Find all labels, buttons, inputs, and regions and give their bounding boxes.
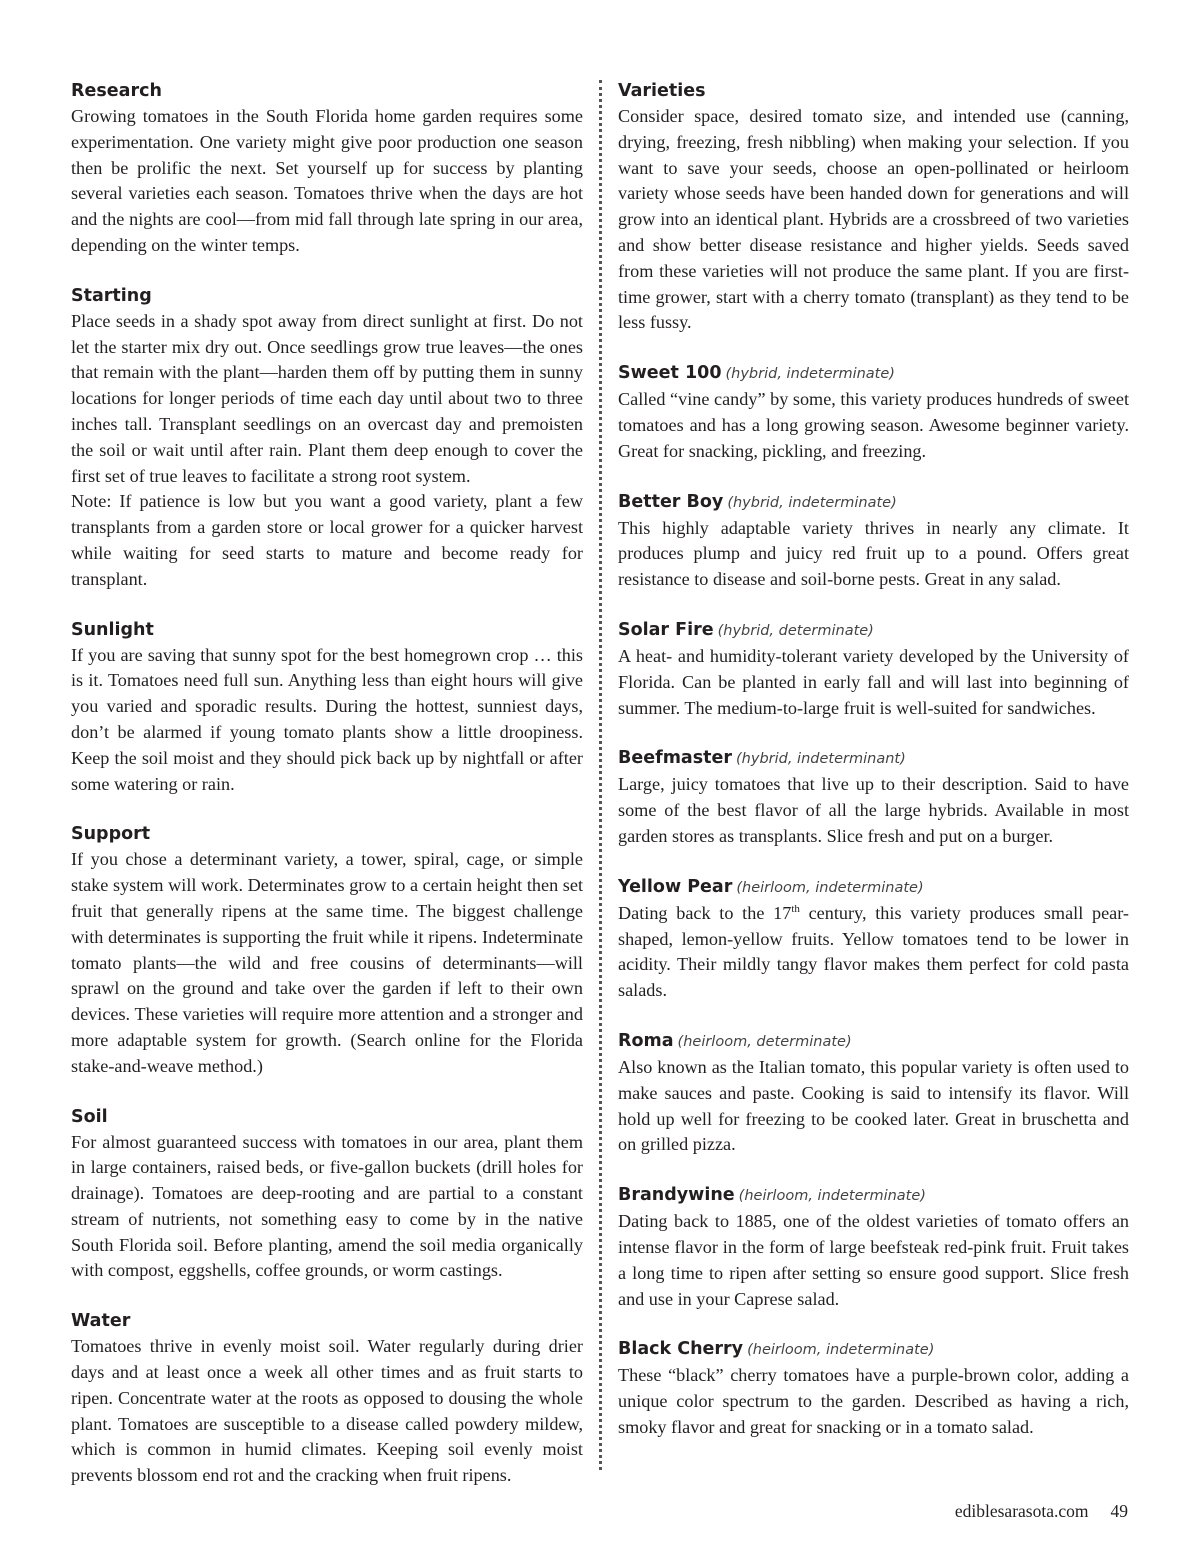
variety-description: Dating back to 1885, one of the oldest varieties of tomato offers an intense flavor in the form of large beefsteak red-pink fruit. Fruit takes a long time to ripen after setting so ensure good support. Slice fresh and use in your Caprese salad. xyxy=(618,1211,1129,1309)
variety-yellow-pear xyxy=(618,874,1129,1004)
description-text: century, this variety produces small pear-shaped, lemon-yellow fruits. Yellow tomatoes tend to be lower in acidity. Their mildly tangy flavor makes them perfect for cold pasta salads. xyxy=(618,902,1129,1001)
section-support xyxy=(71,821,583,1079)
ordinal-suffix: th xyxy=(791,902,800,915)
variety-description: Also known as the Italian tomato, this popular variety is often used to make sauces and paste. Cooking is said to intensify its flavor. Will hold up well for freezing to be cooked later. Great in bruschetta and on grilled pizza. xyxy=(618,1056,1129,1155)
column-divider xyxy=(599,80,602,1470)
variety-heading xyxy=(618,617,1129,644)
section-body: If you are saving that sunny spot for the best homegrown crop … this is it. Tomatoes need full sun. Anything less than eight hours will give you varied and sporadic results. During the hottest, sunniest days, don’t be alarmed if young tomato plants show a little droopiness. Keep the soil moist and they should pick back up by nightfall or after some watering or rain. xyxy=(71,644,583,794)
variety-type: (hybrid, indeterminate) xyxy=(725,366,895,383)
variety-type: (heirloom, indeterminate) xyxy=(738,1188,926,1205)
variety-brandywine xyxy=(618,1182,1129,1312)
left-column xyxy=(71,78,583,1513)
section-body: Growing tomatoes in the South Florida home garden requires some experimentation. One variety might give poor production one season then be prolific the next. Set yourself up for success by planting several varieties each season. Tomatoes thrive when the days are hot and the nights are cool—from mid fall through late spring in our area, depending on the winter temps. xyxy=(71,106,583,255)
variety-black-cherry xyxy=(618,1336,1129,1440)
variety-solar-fire xyxy=(618,617,1129,721)
variety-type: (hybrid, determinate) xyxy=(717,622,874,639)
variety-type: (heirloom, determinate) xyxy=(677,1033,852,1050)
section-heading: Research xyxy=(71,81,162,101)
section-heading: Starting xyxy=(71,285,152,306)
page-footer xyxy=(955,1501,1128,1522)
variety-description: This highly adaptable variety thrives in nearly any climate. It produces plump and juicy red fruit up to a pound. Offers great resistance to disease and soil-borne pests. Great in any salad. xyxy=(618,517,1129,590)
variety-name: Roma xyxy=(618,1030,674,1051)
variety-heading xyxy=(618,489,1129,516)
variety-heading xyxy=(618,360,1129,387)
variety-description xyxy=(618,901,1129,1004)
variety-name: Solar Fire xyxy=(618,619,714,640)
variety-name: Brandywine xyxy=(618,1185,735,1206)
variety-heading xyxy=(618,874,1129,901)
section-varieties xyxy=(618,78,1129,336)
variety-type: (hybrid, indeterminant) xyxy=(736,751,906,768)
variety-description: A heat- and humidity-tolerant variety developed by the University of Florida. Can be planted in early fall and will last into beginning of summer. The medium-to-large fruit is well-suited for sandwiches. xyxy=(618,645,1129,718)
section-note: Note: If patience is low but you want a good variety, plant a few transplants from a garden store or local grower for a quicker harvest while waiting for seed starts to mature and become ready for transplant. xyxy=(71,491,583,589)
section-body: Consider space, desired tomato size, and intended use (canning, drying, freezing, fresh nibbling) when making your selection. If you want to save your seeds, choose an open-pollinated or heirloom variety whose seeds have been handed down for generations and will grow into an identical plant. Hybrids are a crossbreed of two varieties and show better disease resistance and higher yields. Seeds saved from these varieties will not produce the same plant. If you are first-time grower, start with a cherry tomato (transplant) as they tend to be less fussy. xyxy=(618,106,1129,333)
variety-type: (heirloom, indeterminate) xyxy=(736,879,924,896)
section-sunlight xyxy=(71,617,583,798)
variety-name: Better Boy xyxy=(618,491,724,512)
variety-better-boy xyxy=(618,489,1129,593)
variety-description: Large, juicy tomatoes that live up to their description. Said to have some of the best flavor of all the large hybrids. Available in most garden stores as transplants. Slice fresh and put on a burger. xyxy=(618,774,1129,846)
variety-description: Called “vine candy” by some, this variety produces hundreds of sweet tomatoes and has a long growing season. Awesome beginner variety. Great for snacking, pickling, and freezing. xyxy=(618,389,1129,461)
right-column xyxy=(618,78,1129,1465)
variety-heading xyxy=(618,1028,1129,1055)
section-heading: Sunlight xyxy=(71,619,154,640)
section-heading: Water xyxy=(71,1311,131,1332)
variety-description: These “black” cherry tomatoes have a purple-brown color, adding a unique color spectrum to the garden. Described as having a rich, smoky flavor and great for snacking or in a tomato salad. xyxy=(618,1365,1129,1437)
section-soil xyxy=(71,1104,583,1285)
section-water xyxy=(71,1308,583,1489)
variety-beefmaster xyxy=(618,745,1129,849)
section-heading: Varieties xyxy=(618,81,706,101)
section-body: Tomatoes thrive in evenly moist soil. Water regularly during drier days and at least once a week all other times and as fruit starts to ripen. Concentrate water at the roots as opposed to dousing the whole plant. Tomatoes are susceptible to a disease called powdery mildew, which is common in humid climates. Keeping soil evenly moist prevents blossom end rot and the cracking when fruit ripens. xyxy=(71,1336,583,1486)
variety-roma xyxy=(618,1028,1129,1158)
website-url: ediblesarasota.com xyxy=(954,1501,1089,1521)
section-starting xyxy=(71,283,583,593)
variety-name: Beefmaster xyxy=(618,748,733,769)
description-text: Dating back to the 17 xyxy=(618,902,792,923)
section-body: If you chose a determinant variety, a tower, spiral, cage, or simple stake system will work. Determinates grow to a certain height then set fruit that generally ripens at the same time. The biggest challenge with determinates is supporting the fruit while it ripens. Indeterminate tomato plants—the wild and free cousins of determinants—will sprawl on the ground and take over the garden if left to their own devices. These varieties will require more attention and a stronger and more adaptable system for growth. (Search online for the Florida stake-and-weave method.) xyxy=(71,849,583,1076)
variety-type: (heirloom, indeterminate) xyxy=(747,1342,935,1359)
variety-heading xyxy=(618,1336,1129,1363)
variety-name: Sweet 100 xyxy=(618,363,722,384)
variety-heading xyxy=(618,745,1129,772)
page-number: 49 xyxy=(1110,1501,1128,1521)
variety-type: (hybrid, indeterminate) xyxy=(727,494,897,511)
section-body: For almost guaranteed success with tomatoes in our area, plant them in large containers, raised beds, or five-gallon buckets (drill holes for drainage). Tomatoes are deep-rooting and are partial to a constant stream of nutrients, not something easy to come by in the native South Florida soil. Before planting, amend the soil media organically with compost, eggshells, coffee grounds, or worm castings. xyxy=(71,1131,583,1281)
variety-name: Black Cherry xyxy=(618,1339,744,1360)
section-heading: Support xyxy=(71,824,151,845)
variety-heading xyxy=(618,1182,1129,1209)
section-research xyxy=(71,78,583,259)
variety-name: Yellow Pear xyxy=(618,876,733,897)
section-heading: Soil xyxy=(71,1106,108,1127)
variety-sweet-100 xyxy=(618,360,1129,464)
section-body: Place seeds in a shady spot away from direct sunlight at first. Do not let the starter mix dry out. Once seedlings grow true leaves—the ones that remain with the plant—harden them off by putting them in sunny locations for longer periods of time each day until about two to three inches tall. Transplant seedlings on an overcast day and premoisten the soil or wait until after rain. Plant them deep enough to cover the first set of true leaves to facilitate a strong root system. xyxy=(71,310,583,486)
